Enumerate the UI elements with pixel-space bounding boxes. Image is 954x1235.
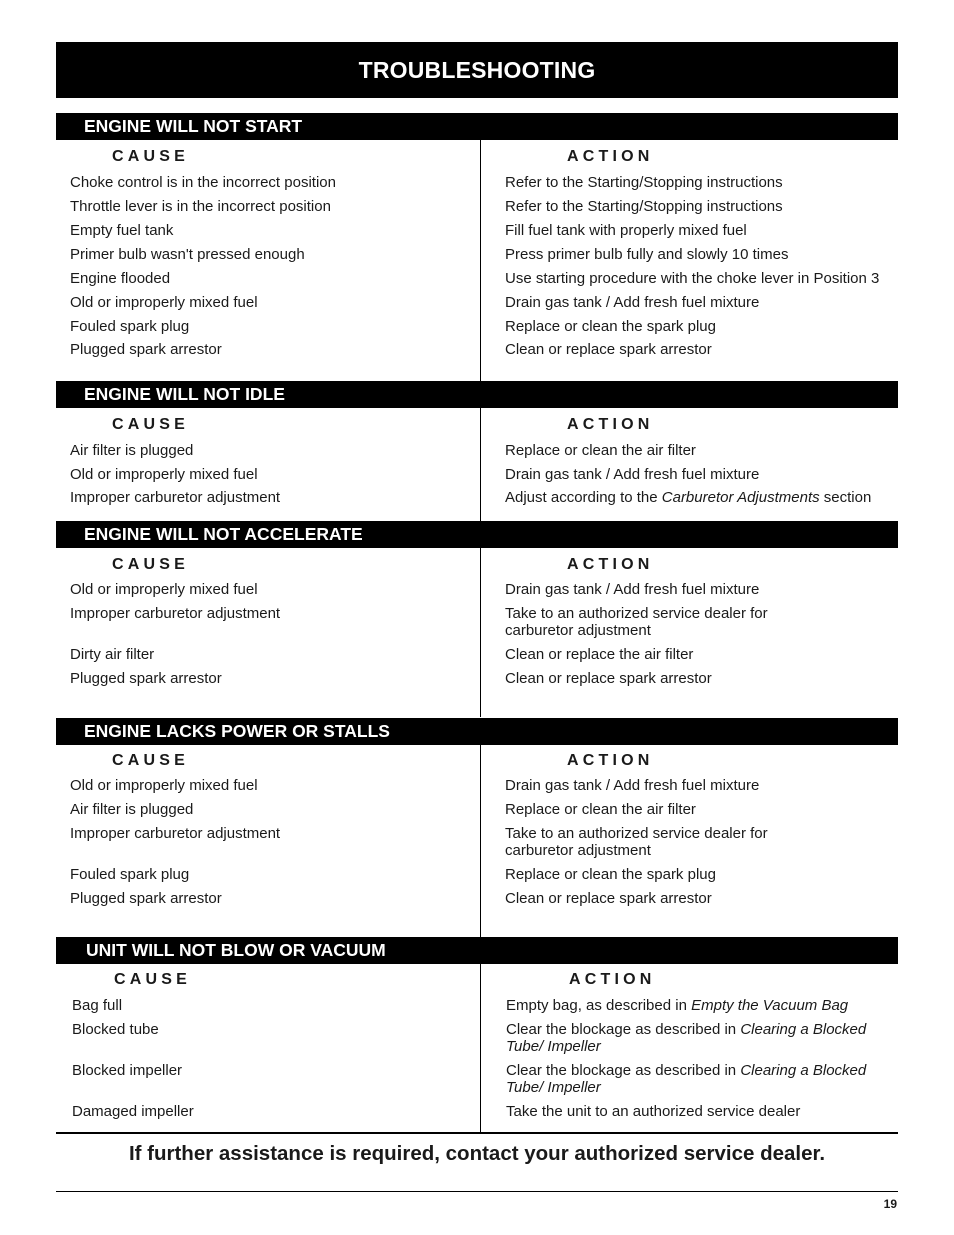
cause-text: Plugged spark arrestor [70, 341, 222, 358]
action-text-part: section [819, 489, 872, 506]
cause-text: Empty fuel tank [70, 222, 174, 239]
cause-text: Improper carburetor adjustment [70, 489, 281, 506]
section-engine-will-not-accelerate [56, 521, 898, 717]
cause-text: Old or improperly mixed fuel [70, 581, 258, 598]
action-text: Fill fuel tank with properly mixed fuel [505, 222, 747, 239]
section-heading: ENGINE LACKS POWER OR STALLS [56, 718, 898, 745]
action-header: ACTION [569, 971, 656, 988]
page-title: TROUBLESHOOTING [56, 42, 898, 98]
action-text: Refer to the Starting/Stopping instructions [505, 174, 783, 191]
cause-text: Improper carburetor adjustment [70, 605, 281, 622]
cause-header: CAUSE [112, 752, 190, 769]
action-text: Drain gas tank / Add fresh fuel mixture [505, 466, 760, 483]
action-header: ACTION [567, 556, 654, 573]
cause-header: CAUSE [114, 971, 192, 988]
cause-text: Bag full [72, 997, 123, 1014]
cause-text: Blocked tube [72, 1021, 159, 1038]
action-text: Drain gas tank / Add fresh fuel mixture [505, 581, 760, 598]
section-heading: ENGINE WILL NOT ACCELERATE [56, 521, 898, 548]
column-divider [480, 964, 481, 1133]
action-text: Refer to the Starting/Stopping instructions [505, 198, 783, 215]
cause-text: Air filter is plugged [70, 801, 194, 818]
column-divider [480, 140, 481, 381]
action-text: Press primer bulb fully and slowly 10 times [505, 246, 789, 263]
action-text: Replace or clean the air filter [505, 442, 696, 459]
page-number: 19 [883, 1197, 897, 1211]
section-engine-will-not-idle [56, 381, 898, 521]
cause-header: CAUSE [112, 556, 190, 573]
column-divider [480, 745, 481, 938]
action-text: Replace or clean the spark plug [505, 866, 716, 883]
action-text: Drain gas tank / Add fresh fuel mixture [505, 294, 760, 311]
cause-text: Fouled spark plug [70, 866, 190, 883]
action-text [506, 1021, 866, 1038]
table-bottom-rule [56, 1132, 898, 1134]
column-divider [480, 548, 481, 717]
cause-header: CAUSE [112, 148, 190, 165]
assistance-note: If further assistance is required, contact your authorized service dealer. [128, 1142, 826, 1165]
cause-text: Old or improperly mixed fuel [70, 777, 258, 794]
action-header: ACTION [567, 752, 654, 769]
action-text-line2: carburetor adjustment [505, 622, 651, 639]
cause-text: Old or improperly mixed fuel [70, 294, 258, 311]
cause-header: CAUSE [112, 416, 190, 433]
action-text: Clean or replace spark arrestor [505, 670, 712, 687]
cause-text: Throttle lever is in the incorrect position [70, 198, 331, 215]
action-text-part: Adjust according to the [505, 489, 662, 506]
action-text-emphasis: Clearing a Blocked [740, 1021, 867, 1038]
action-text: Clean or replace spark arrestor [505, 341, 712, 358]
action-text-emphasis: Tube/ Impeller [506, 1079, 601, 1096]
action-text-emphasis: Carburetor Adjustments [661, 489, 820, 506]
action-text-emphasis: Clearing a Blocked [740, 1062, 867, 1079]
action-text: Clean or replace spark arrestor [505, 890, 712, 907]
action-text [506, 1062, 866, 1079]
action-text-part: Empty bag, as described in [506, 997, 692, 1014]
action-text: Replace or clean the spark plug [505, 318, 716, 335]
action-text: Use starting procedure with the choke lever in Position 3 [505, 270, 880, 287]
cause-text: Plugged spark arrestor [70, 670, 222, 687]
action-text-emphasis: Empty the Vacuum Bag [691, 997, 849, 1014]
cause-text: Fouled spark plug [70, 318, 190, 335]
column-divider [480, 408, 481, 521]
action-text [505, 489, 871, 506]
section-unit-will-not-blow [56, 937, 898, 1133]
action-text-line2 [506, 1038, 601, 1055]
action-text-part: Clear the blockage as described in [506, 1062, 741, 1079]
action-text: Take to an authorized service dealer for [505, 825, 768, 842]
cause-text: Dirty air filter [70, 646, 155, 663]
section-engine-lacks-power [56, 718, 898, 938]
cause-text: Improper carburetor adjustment [70, 825, 281, 842]
cause-text: Choke control is in the incorrect position [70, 174, 336, 191]
section-heading: ENGINE WILL NOT IDLE [56, 381, 898, 408]
cause-text: Air filter is plugged [70, 442, 194, 459]
action-text: Drain gas tank / Add fresh fuel mixture [505, 777, 760, 794]
cause-text: Old or improperly mixed fuel [70, 466, 258, 483]
cause-text: Engine flooded [70, 270, 171, 287]
section-heading: ENGINE WILL NOT START [56, 113, 898, 140]
section-heading: UNIT WILL NOT BLOW OR VACUUM [56, 937, 898, 964]
action-text [506, 997, 848, 1014]
section-engine-will-not-start [56, 113, 898, 381]
action-text-emphasis: Tube/ Impeller [506, 1038, 601, 1055]
action-text: Take the unit to an authorized service dealer [506, 1103, 801, 1120]
action-text-line2 [506, 1079, 601, 1096]
action-text: Take to an authorized service dealer for [505, 605, 768, 622]
cause-text: Primer bulb wasn't pressed enough [70, 246, 305, 263]
action-text: Replace or clean the air filter [505, 801, 696, 818]
action-header: ACTION [567, 148, 654, 165]
action-text-part: Clear the blockage as described in [506, 1021, 741, 1038]
cause-text: Damaged impeller [72, 1103, 194, 1120]
action-text: Clean or replace the air filter [505, 646, 694, 663]
action-text-line2: carburetor adjustment [505, 842, 651, 859]
footer-rule [56, 1191, 898, 1192]
action-header: ACTION [567, 416, 654, 433]
cause-text: Plugged spark arrestor [70, 890, 222, 907]
cause-text: Blocked impeller [72, 1062, 183, 1079]
